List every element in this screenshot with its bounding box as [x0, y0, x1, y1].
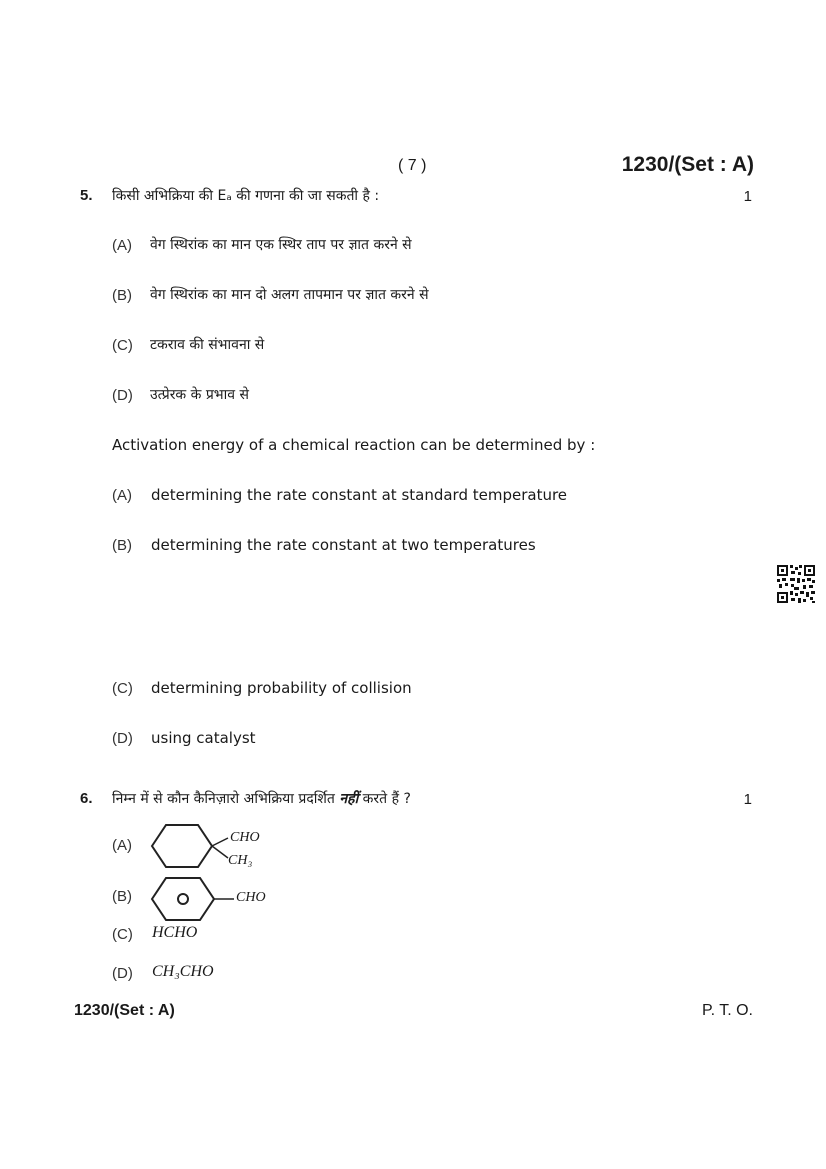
qr-code-icon: [776, 564, 816, 604]
question-6-emphasis: नहीं: [339, 791, 359, 807]
q5-hindi-option-d-label: (D): [112, 387, 133, 404]
question-6-text: [112, 789, 411, 808]
paper-code-header: 1230/(Set : A): [621, 153, 754, 176]
q5-english-option-b-label: (B): [112, 537, 132, 554]
q6-option-d-formula: CH₃CHO: [152, 963, 214, 980]
question-6-number: 6.: [80, 790, 93, 807]
q6-option-a-substituent-ch3: CH₃: [228, 853, 253, 868]
page-number: ( 7 ): [398, 157, 427, 174]
q6-option-c-label: (C): [112, 926, 133, 943]
q6-option-a-label: (A): [112, 837, 132, 854]
benzene-ring-icon: [148, 876, 238, 922]
q6-option-c-formula: HCHO: [152, 924, 198, 941]
question-5-number: 5.: [80, 187, 93, 204]
q5-english-option-c-label: (C): [112, 680, 133, 697]
q5-english-option-d-label: (D): [112, 730, 133, 747]
question-5-hindi-text: किसी अभिक्रिया की Eₐ की गणना की जा सकती है :: [112, 188, 380, 204]
q5-english-option-c-text: determining probability of collision: [151, 679, 412, 697]
question-6-text-part2: करते हैं ?: [362, 791, 411, 807]
q5-hindi-option-a-text: वेग स्थिरांक का मान एक स्थिर ताप पर ज्ञात करने से: [150, 237, 412, 253]
q5-hindi-option-b-label: (B): [112, 287, 132, 304]
paper-code-footer: 1230/(Set : A): [74, 1002, 175, 1019]
q5-english-option-a-label: (A): [112, 487, 132, 504]
q5-hindi-option-c-text: टकराव की संभावना से: [150, 337, 265, 353]
q6-option-b-substituent-cho: CHO: [236, 890, 266, 905]
q6-option-d-label: (D): [112, 965, 133, 982]
pto-label: P. T. O.: [702, 1002, 753, 1019]
q5-hindi-option-d-text: उत्प्रेरक के प्रभाव से: [150, 387, 249, 403]
question-6-marks: 1: [743, 791, 752, 808]
q5-hindi-option-c-label: (C): [112, 337, 133, 354]
q5-hindi-option-a-label: (A): [112, 237, 132, 254]
cyclohexane-ring-icon: [148, 822, 232, 870]
question-5-english-text: Activation energy of a chemical reaction can be determined by :: [112, 436, 596, 454]
q5-english-option-a-text: determining the rate constant at standard temperature: [151, 486, 568, 504]
q5-hindi-option-b-text: वेग स्थिरांक का मान दो अलग तापमान पर ज्ञात करने से: [150, 287, 429, 303]
question-6-text-part1: निम्न में से कौन कैनिज़ारो अभिक्रिया प्रदर्शित: [112, 791, 335, 807]
q5-english-option-d-text: using catalyst: [151, 729, 256, 747]
q6-option-b-label: (B): [112, 888, 132, 905]
question-5-marks: 1: [743, 188, 752, 205]
q5-english-option-b-text: determining the rate constant at two temperatures: [151, 536, 536, 554]
q6-option-a-substituent-cho: CHO: [230, 830, 260, 845]
